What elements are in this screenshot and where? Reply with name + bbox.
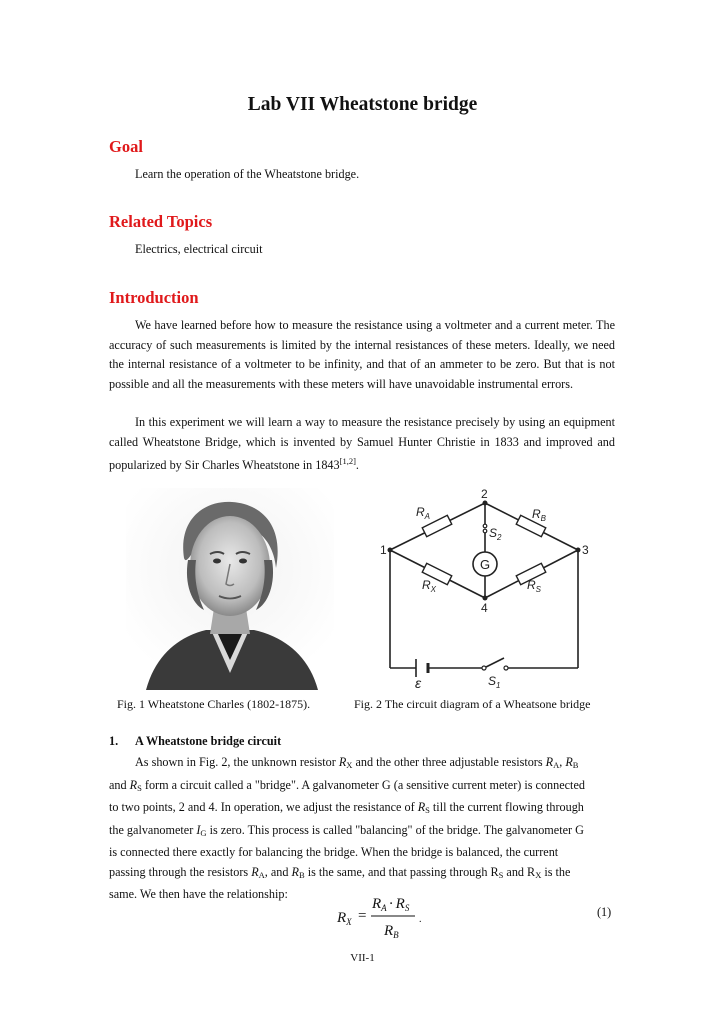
fig2-caption: Fig. 2 The circuit diagram of a Wheatsone bridge	[354, 697, 591, 711]
rb-label: $R_B$	[532, 507, 547, 523]
related-text: Electrics, electrical circuit	[135, 242, 263, 256]
wheatstone-portrait	[126, 488, 334, 690]
intro-p2-end: .	[355, 458, 359, 472]
section-number: 1.	[109, 734, 119, 748]
related-heading: Related Topics	[109, 212, 213, 231]
citation-ref: [1,2]	[339, 456, 356, 466]
node-2-label: 2	[481, 488, 488, 501]
equation-number: (1)	[597, 905, 612, 919]
eq-lhs: $R_X$	[337, 910, 352, 927]
s1-line-2: and $R_S$ form a circuit called a "bridge". A galvanometer G (a sensitive current meter) is connected	[109, 777, 585, 793]
section-1-heading	[109, 734, 281, 749]
s1-line-4: the galvanometer $I_G$ is zero. This process is called "balancing" of the bridge. The galvanometer G	[109, 822, 584, 838]
eq-denominator: $R_B$	[384, 923, 399, 940]
s2-label: $S_2$	[489, 526, 502, 542]
s1-line-7: same. We then have the relationship:	[109, 887, 288, 901]
intro-heading: Introduction	[109, 288, 199, 307]
node-3-label: 3	[582, 543, 589, 557]
goal-heading: Goal	[109, 137, 143, 156]
section-title: A Wheatstone bridge circuit	[135, 734, 282, 748]
intro-paragraph-2	[109, 413, 615, 476]
section-1-body	[109, 753, 615, 905]
equation-1	[335, 893, 445, 941]
eq-period: .	[419, 914, 422, 925]
rs-label: $R_S$	[527, 578, 542, 594]
node-4-label: 4	[481, 601, 488, 615]
page-number: VII-1	[350, 952, 375, 964]
ra-label: $R_A$	[416, 505, 431, 521]
s1-line-6: passing through the resistors $R_A$, and $R_B$ is the same, and that passing through $R_S$ and $R_X$ is the	[109, 864, 571, 880]
galvanometer-label: G	[479, 557, 491, 572]
eq-numerator: $R_A \cdot R_S$	[372, 896, 410, 913]
goal-text: Learn the operation of the Wheatstone bridge.	[135, 167, 360, 181]
s1-line-3: to two points, 2 and 4. In operation, we adjust the resistance of $R_S$ till the current flowing through	[109, 800, 584, 815]
rx-label: $R_X$	[422, 578, 437, 594]
intro-paragraph-1: We have learned before how to measure the resistance using a voltmeter and a current meter. The accuracy of such measurements is limited by the internal resistances of these meters. Ideally, we need the internal resistance of a voltmeter to be infinity, and that of an ammeter to be zero. But that is not possible and all the measurements with these meters will have unavoidable instrumental errors.	[109, 318, 615, 391]
s1-line-5: is connected there exactly for balancing the bridge. When the bridge is balanced, the current	[109, 845, 559, 859]
page-title: Lab VII Wheatstone bridge	[247, 94, 478, 115]
s1-label: $S_1$	[488, 674, 501, 688]
intro-p2-text: In this experiment we will learn a way to measure the resistance precisely by using an equipment called Wheatstone Bridge, which is invented by Samuel Hunter Christie in 1833 and improved and popularized by Sir Charles Wheatstone in 1843	[109, 415, 615, 472]
circuit-diagram	[370, 488, 605, 688]
s1-line-1: As shown in Fig. 2, the unknown resistor $R_X$ and the other three adjustable resistors $R_A$, $R_B$	[135, 755, 579, 770]
fig1-caption: Fig. 1 Wheatstone Charles (1802-1875).	[117, 697, 311, 711]
emf-label: ε	[415, 675, 422, 688]
eq-equals: =	[358, 908, 367, 924]
node-1-label: 1	[380, 543, 387, 557]
